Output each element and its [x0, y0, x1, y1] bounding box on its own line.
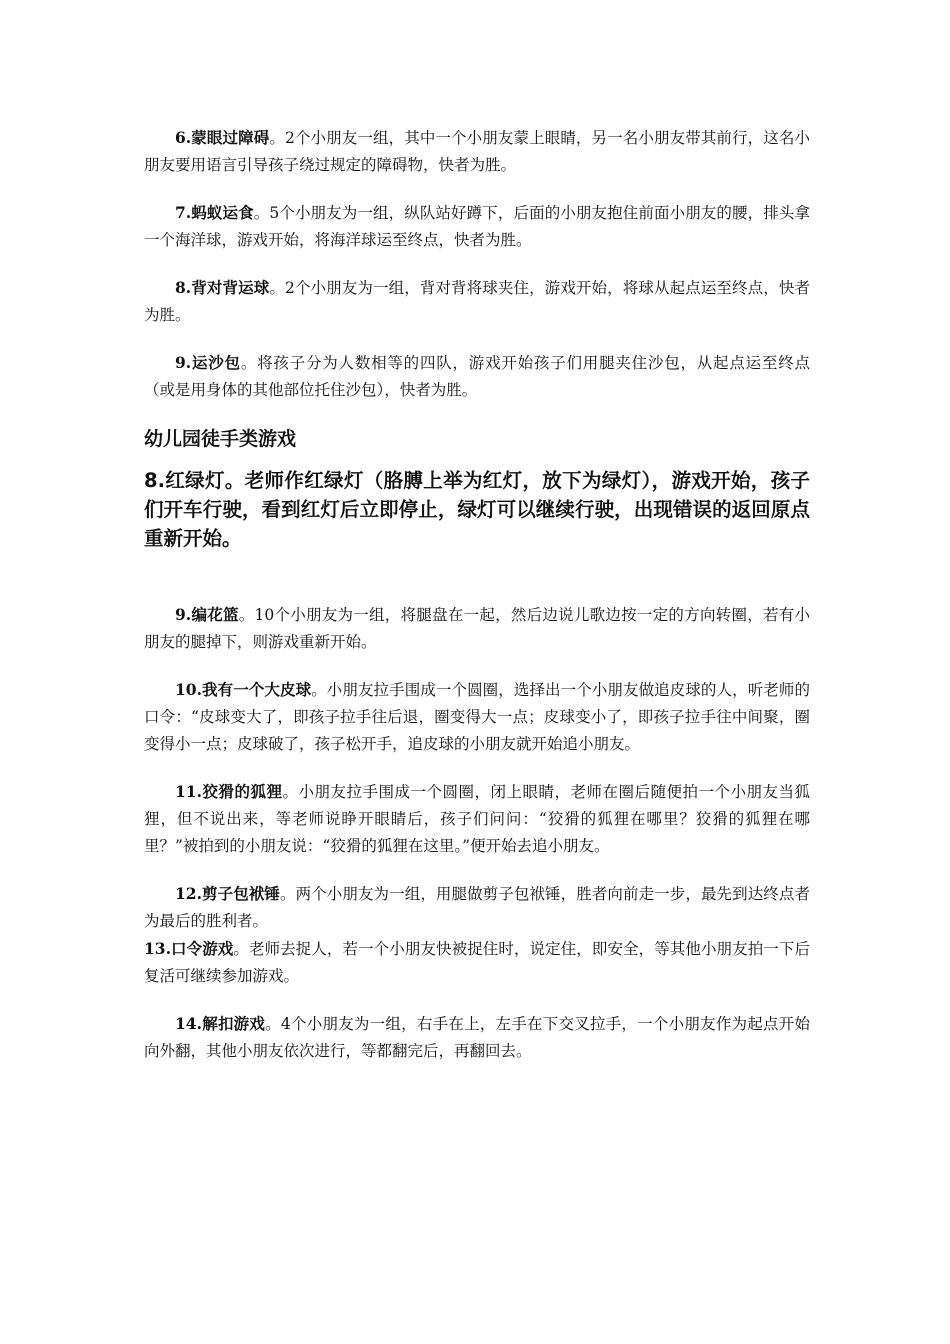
- item-title: 蒙眼过障碍: [191, 128, 270, 147]
- item-text: 。两个小朋友为一组，用腿做剪子包袱锤，胜者向前走一步，最先到达终点者为最后的胜利者。: [144, 885, 810, 930]
- item-text: 。10个小朋友为一组，将腿盘在一起，然后边说儿歌边按一定的方向转圈，若有小朋友的腿掉下，则游戏重新开始。: [144, 606, 810, 651]
- list-item: [144, 1010, 810, 1065]
- item-text: 。将孩子分为人数相等的四队，游戏开始孩子们用腿夹住沙包，从起点运至终点（或是用身体的其他部位托住沙包），快者为胜。: [144, 354, 810, 399]
- item-title: 运沙包: [191, 353, 241, 372]
- spacer: [144, 179, 810, 199]
- item-number: 14.: [175, 1014, 202, 1033]
- spacer: [144, 758, 810, 778]
- list-item: [144, 124, 810, 179]
- list-item: [144, 274, 810, 329]
- list-item: [144, 935, 810, 990]
- item-title: 解扣游戏: [201, 1014, 266, 1033]
- spacer: [144, 329, 810, 349]
- item-title: 剪子包袱锤: [201, 884, 281, 903]
- item-number: 13.: [144, 939, 171, 958]
- item-number: 9.: [175, 353, 192, 372]
- item-title: 狡猾的狐狸: [201, 782, 283, 801]
- spacer: [144, 254, 810, 274]
- item-text: 。2个小朋友为一组，背对背将球夹住，游戏开始，将球从起点运至终点，快者为胜。: [144, 279, 810, 324]
- section-heading: 幼儿园徒手类游戏: [144, 428, 297, 450]
- list-item: [144, 199, 810, 254]
- item-number: 12.: [175, 884, 202, 903]
- item-number: 8.: [175, 278, 192, 297]
- item-text: 。4个小朋友为一组，右手在上，左手在下交叉拉手，一个小朋友作为起点开始向外翻，其他小朋友依次进行，等都翻完后，再翻回去。: [144, 1015, 810, 1060]
- spacer: [144, 990, 810, 1010]
- item-title: 蚂蚁运食: [191, 203, 254, 222]
- item-number: 10.: [175, 680, 202, 699]
- item-text: 。老师去捉人，若一个小朋友快被捉住时，说定住，即安全，等其他小朋友拍一下后复活可继续参加游戏。: [144, 940, 810, 985]
- item-title: 背对背运球: [191, 278, 270, 297]
- list-item: [144, 676, 810, 758]
- item-text: 。小朋友拉手围成一个圆圈，闭上眼睛，老师在圈后随便拍一个小朋友当狐狸，但不说出来，等老师说睁开眼睛后，孩子们问问：“狡猾的狐狸在哪里？狡猾的狐狸在哪里？”被拍到的小朋友说：“狡猾的狐狸在这里。”便开始去追小朋友。: [144, 783, 810, 855]
- item-title: 我有一个大皮球: [201, 680, 312, 699]
- item-text: 。小朋友拉手围成一个圆圈，选择出一个小朋友做追皮球的人，听老师的口令：“皮球变大了，即孩子拉手往后退，圈变得大一点；皮球变小了，即孩子拉手往中间聚，圈变得小一点；皮球破了，孩子松开手，追皮球的小朋友就开始追小朋友。: [144, 681, 810, 753]
- item-text: 。5个小朋友为一组，纵队站好蹲下，后面的小朋友抱住前面小朋友的腰，排头拿一个海洋球，游戏开始，将海洋球运至终点，快者为胜。: [144, 204, 810, 249]
- item-text: 。2个小朋友一组，其中一个小朋友蒙上眼睛，另一名小朋友带其前行，这名小朋友要用语言引导孩子绕过规定的障碍物，快者为胜。: [144, 129, 810, 174]
- highlight-paragraph: 8.红绿灯。老师作红绿灯（胳膊上举为红灯，放下为绿灯），游戏开始，孩子们开车行驶，看到红灯后立即停止，绿灯可以继续行驶，出现错误的返回原点重新开始。: [144, 469, 810, 550]
- item-number: 11.: [175, 782, 202, 801]
- document-page: [144, 124, 810, 1065]
- list-item: [144, 349, 810, 404]
- item-title: 口令游戏: [170, 939, 234, 958]
- list-item: [144, 880, 810, 935]
- list-item: [144, 601, 810, 656]
- item-number: 7.: [175, 203, 192, 222]
- item-title: 编花篮: [191, 605, 239, 624]
- item-number: 6.: [175, 128, 192, 147]
- spacer: [144, 860, 810, 880]
- item-number: 9.: [175, 605, 192, 624]
- list-item: [144, 778, 810, 860]
- spacer: [144, 656, 810, 676]
